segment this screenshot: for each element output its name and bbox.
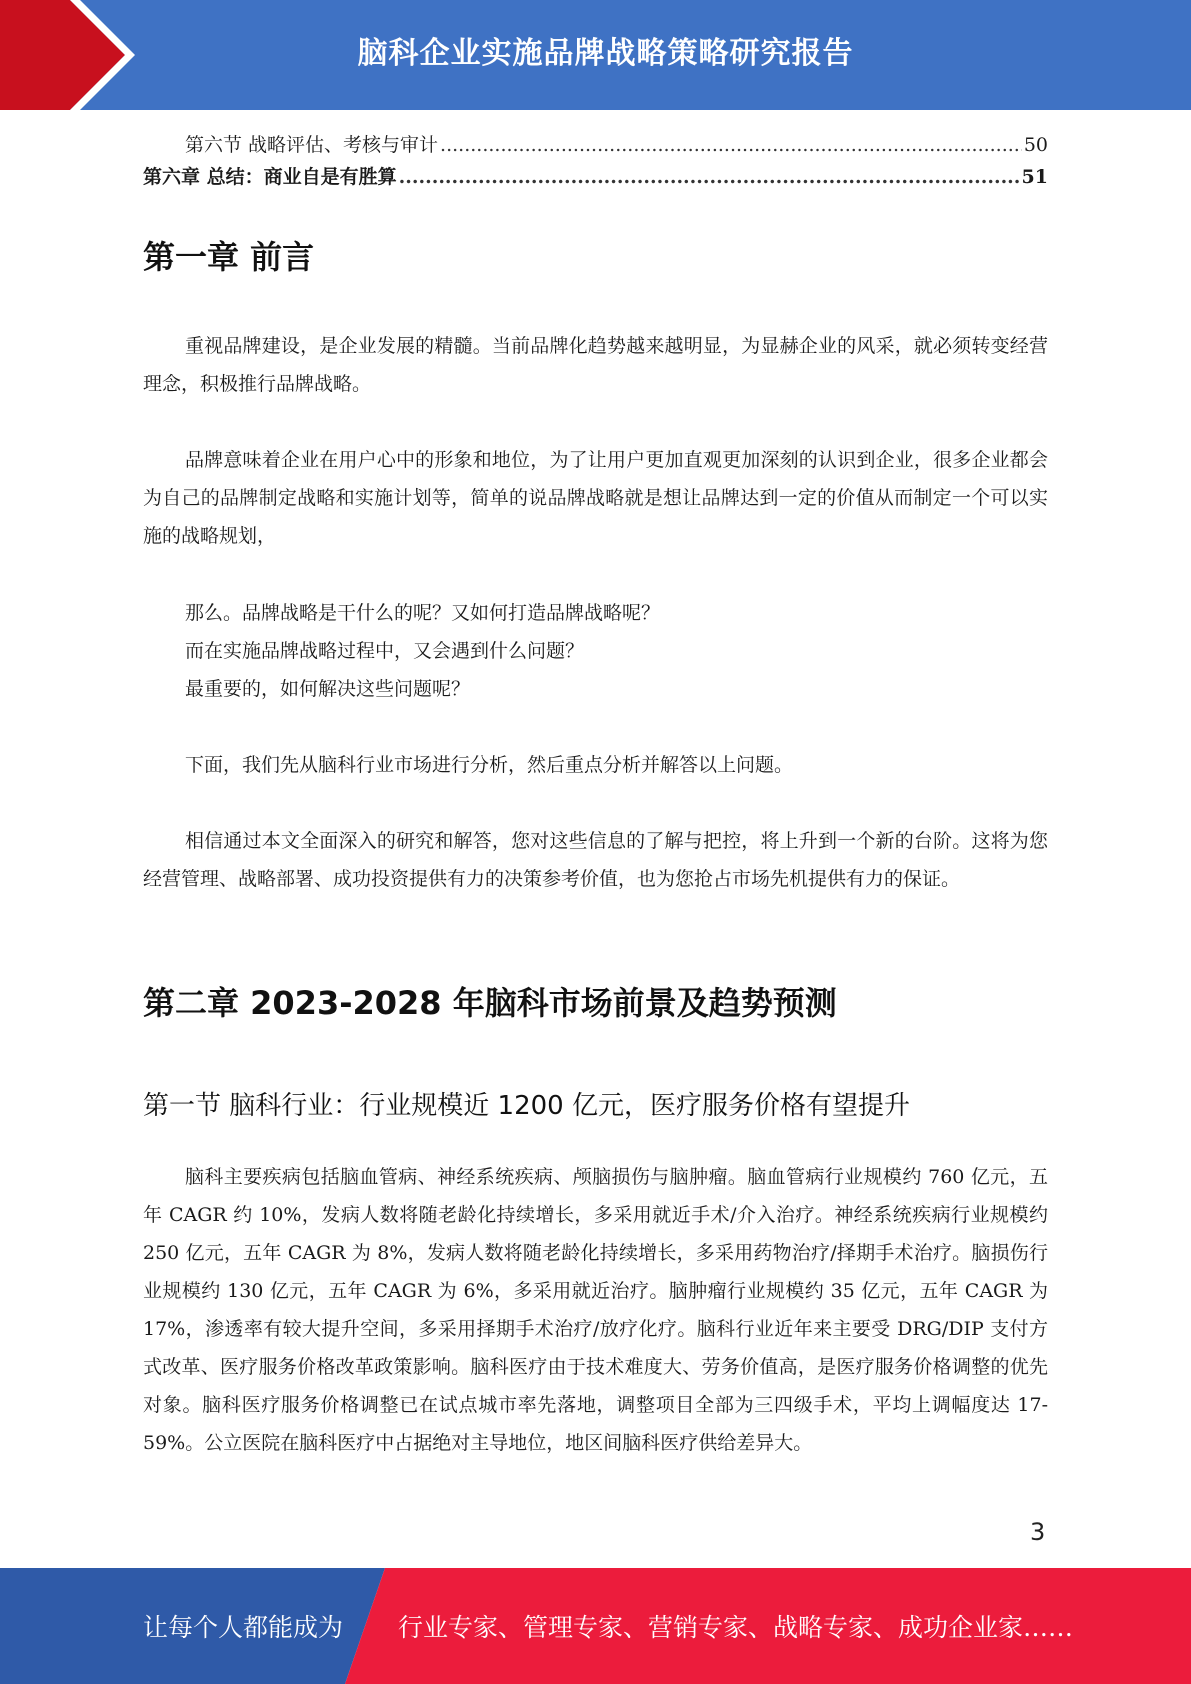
paragraph: 而在实施品牌战略过程中，又会遇到什么问题？ (185, 640, 585, 662)
toc-leader-dots (399, 166, 1020, 188)
footer-slogan-right: 行业专家、管理专家、营销专家、战略专家、成功企业家…… (398, 1613, 1074, 1642)
chapter-1-title: 第一章 前言 (143, 238, 315, 276)
toc-entry-page: 51 (1021, 166, 1048, 188)
toc-entry-label: 第六节 战略评估、考核与审计 (185, 134, 439, 156)
toc-leader-dots (440, 134, 1022, 156)
paragraph: 最重要的，如何解决这些问题呢？ (185, 678, 471, 700)
toc-entry[interactable] (143, 162, 1048, 189)
page-footer (0, 1568, 1191, 1684)
section-1-title: 第一节 脑科行业：行业规模近 1200 亿元，医疗服务价格有望提升 (143, 1091, 910, 1121)
header-title: 脑科企业实施品牌战略策略研究报告 (357, 36, 854, 71)
footer-slogan-left: 让每个人都能成为 (143, 1613, 344, 1642)
paragraph: 脑科主要疾病包括脑血管病、神经系统疾病、颅脑损伤与脑肿瘤。脑血管病行业规模约 760 亿元，五年 CAGR 约 10%，发病人数将随老龄化持续增长，多采用就近手术/介入治疗。神经系统疾病行业规模约 250 亿元，五年 CAGR 为 8%，发病人数将随老龄化持续增长，多采用药物治疗/择期手术治疗。脑损伤行业规模约 130 亿元，五年 CAGR 为 6%，多采用就近治疗。脑肿瘤行业规模约 35 亿元，五年 CAGR 为 17%，渗透率有较大提升空间，多采用择期手术治疗/放疗化疗。脑科行业近年来主要受 DRG/DIP 支付方式改革、医疗服务价格改革政策影响。脑科医疗由于技术难度大、劳务价值高，是医疗服务价格调整的优先对象。脑科医疗服务价格调整已在试点城市率先落地，调整项目全部为三四级手术，平均上调幅度达 17-59%。公立医院在脑科医疗中占据绝对主导地位，地区间脑科医疗供给差异大。 (143, 1166, 1048, 1454)
paragraph: 品牌意味着企业在用户心中的形象和地位，为了让用户更加直观更加深刻的认识到企业，很多企业都会为自己的品牌制定战略和实施计划等，简单的说品牌战略就是想让品牌达到一定的价值从而制定一个可以实施的战略规划， (143, 449, 1048, 547)
page-number: 3 (1030, 1518, 1046, 1546)
paragraph: 那么。品牌战略是干什么的呢？又如何打造品牌战略呢？ (185, 602, 661, 624)
toc-entry-label: 第六章 总结：商业自是有胜算 (143, 166, 397, 188)
paragraph: 相信通过本文全面深入的研究和解答，您对这些信息的了解与把控，将上升到一个新的台阶。这将为您经营管理、战略部署、成功投资提供有力的决策参考价值，也为您抢占市场先机提供有力的保证。 (143, 830, 1048, 890)
paragraph: 重视品牌建设，是企业发展的精髓。当前品牌化趋势越来越明显，为显赫企业的风采，就必须转变经营理念，积极推行品牌战略。 (143, 335, 1048, 395)
paragraph: 下面，我们先从脑科行业市场进行分析，然后重点分析并解答以上问题。 (185, 754, 794, 776)
toc-entry-page: 50 (1023, 134, 1048, 156)
toc-entry[interactable] (185, 130, 1048, 157)
page-header (0, 0, 1191, 110)
chapter-2-title: 第二章 2023-2028 年脑科市场前景及趋势预测 (143, 984, 837, 1022)
